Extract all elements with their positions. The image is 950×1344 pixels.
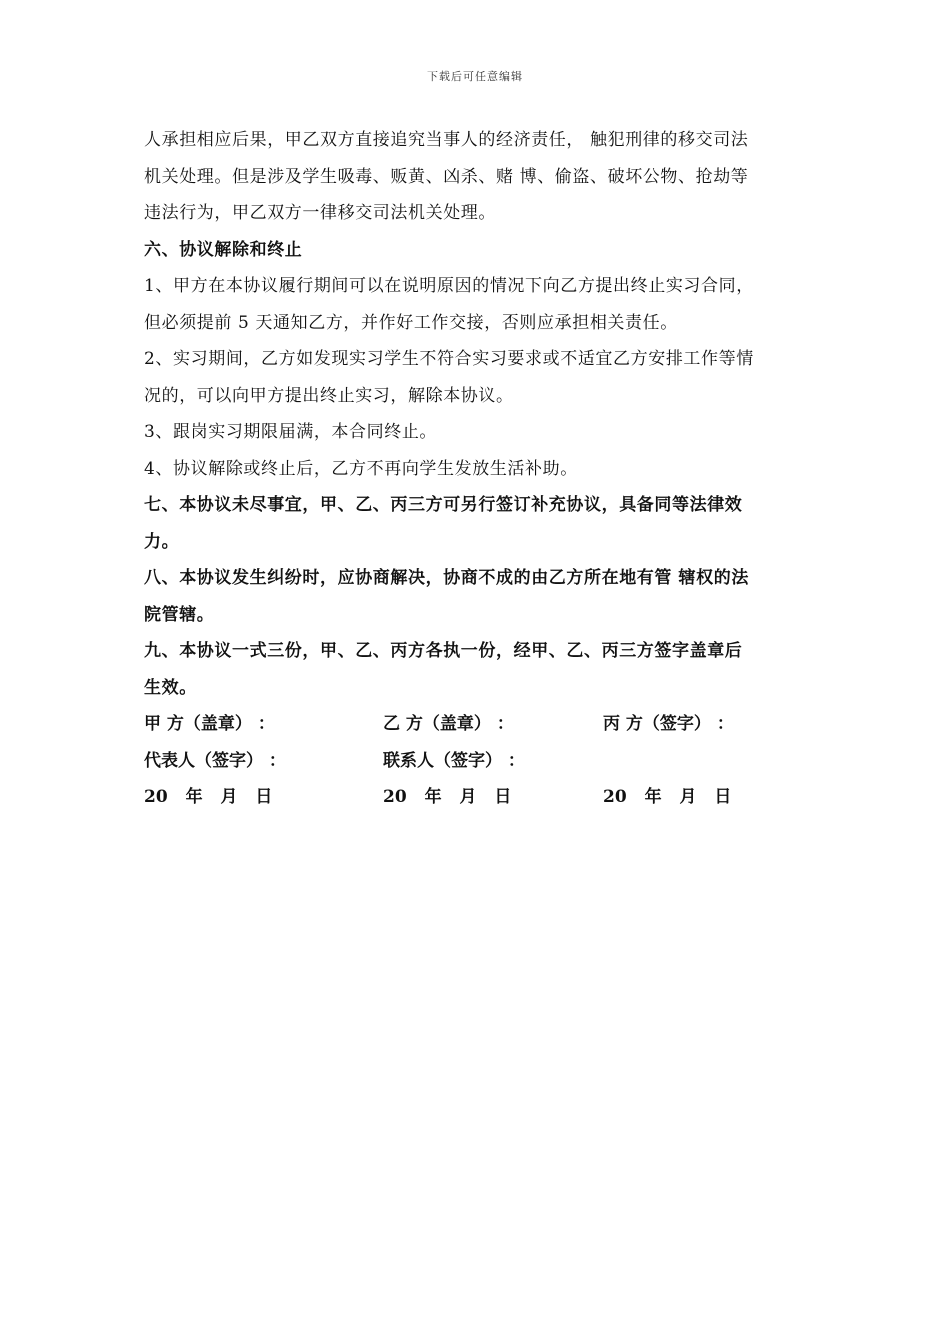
contact-sign-label: 联系人（签字） ： — [383, 750, 525, 771]
paragraph-line: 1、甲方在本协议履行期间可以在说明原因的情况下向乙方提出终止实习合同， — [144, 276, 754, 296]
section-heading-eight-cont: 院管辖。 — [144, 604, 215, 625]
paragraph-line: 4、协议解除或终止后，乙方不再向学生发放生活补助。 — [144, 458, 578, 479]
party-b-seal-label: 乙 方（盖章） ： — [383, 714, 514, 734]
paragraph-line: 人承担相应后果，甲乙双方直接追究当事人的经济责任， 触犯刑律的移交司法 — [144, 130, 749, 150]
section-heading-eight: 八、本协议发生纠纷时，应协商解决，协商不成的由乙方所在地有管 辖权的法 — [144, 568, 749, 588]
paragraph-line: 况的，可以向甲方提出终止实习，解除本协议。 — [144, 385, 514, 406]
section-heading-nine-cont: 生效。 — [144, 677, 197, 698]
paragraph-line: 违法行为，甲乙双方一律移交司法机关处理。 — [144, 203, 496, 223]
section-heading-six: 六、协议解除和终止 — [144, 239, 303, 260]
section-heading-seven-cont: 力。 — [144, 531, 180, 552]
document-body — [144, 122, 806, 816]
paragraph-line: 2、实习期间，乙方如发现实习学生不符合实习要求或不适宜乙方安排工作等情 — [144, 349, 754, 369]
page-header: 下载后可任意编辑 — [427, 70, 523, 83]
representative-sign-label: 代表人（签字） ： — [144, 750, 286, 771]
signature-row-representatives — [144, 743, 806, 780]
paragraph-line: 3、跟岗实习期限届满，本合同终止。 — [144, 422, 438, 442]
date-party-b: 20 年 月 日 — [383, 787, 512, 807]
section-heading-nine: 九、本协议一式三份，甲、乙、丙方各执一份，经甲、乙、丙三方签字盖章后 — [144, 641, 743, 661]
paragraph-line: 但必须提前 5 天通知乙方，并作好工作交接，否则应承担相关责任。 — [144, 312, 678, 333]
date-party-c: 20 年 月 日 — [603, 787, 732, 807]
section-heading-seven: 七、本协议未尽事宜，甲、乙、丙三方可另行签订补充协议，具备同等法律效 — [144, 495, 743, 515]
party-c-sign-label: 丙 方（签字） ： — [603, 714, 734, 734]
party-a-seal-label: 甲 方（盖章） ： — [144, 714, 275, 734]
signature-row-parties — [144, 706, 806, 743]
signature-row-dates — [144, 779, 806, 816]
date-party-a: 20 年 月 日 — [144, 787, 273, 807]
paragraph-line: 机关处理。但是涉及学生吸毒、贩黄、凶杀、赌 博、偷盗、破坏公物、抢劫等 — [144, 166, 749, 187]
